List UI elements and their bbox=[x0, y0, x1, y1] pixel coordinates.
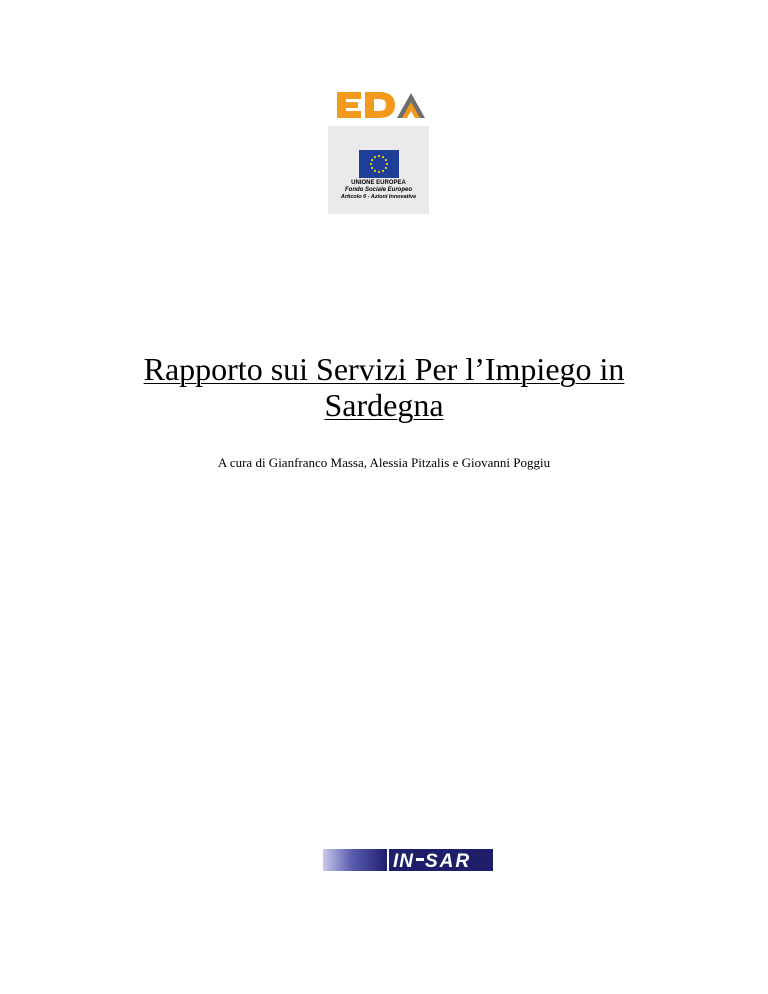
eu-logo-text bbox=[328, 180, 429, 201]
eda-logo bbox=[335, 88, 427, 122]
eu-logo-line2: Fondo Sociale Europeo bbox=[344, 187, 412, 193]
svg-text:SAR: SAR bbox=[425, 851, 472, 871]
document-authors: A cura di Gianfranco Massa, Alessia Pitzalis e Giovanni Poggiu bbox=[217, 455, 551, 470]
insar-logo bbox=[323, 849, 493, 871]
svg-text:IN: IN bbox=[393, 851, 414, 871]
eu-logo-line1: UNIONE EUROPEA bbox=[351, 180, 406, 186]
eu-logo-line3: Articolo 6 - Azioni Innovative bbox=[340, 194, 417, 200]
document-title: Rapporto sui Servizi Per l’Impiego in Sardegna bbox=[143, 351, 625, 423]
eu-fse-logo bbox=[328, 126, 429, 214]
eu-flag-icon bbox=[359, 150, 399, 178]
